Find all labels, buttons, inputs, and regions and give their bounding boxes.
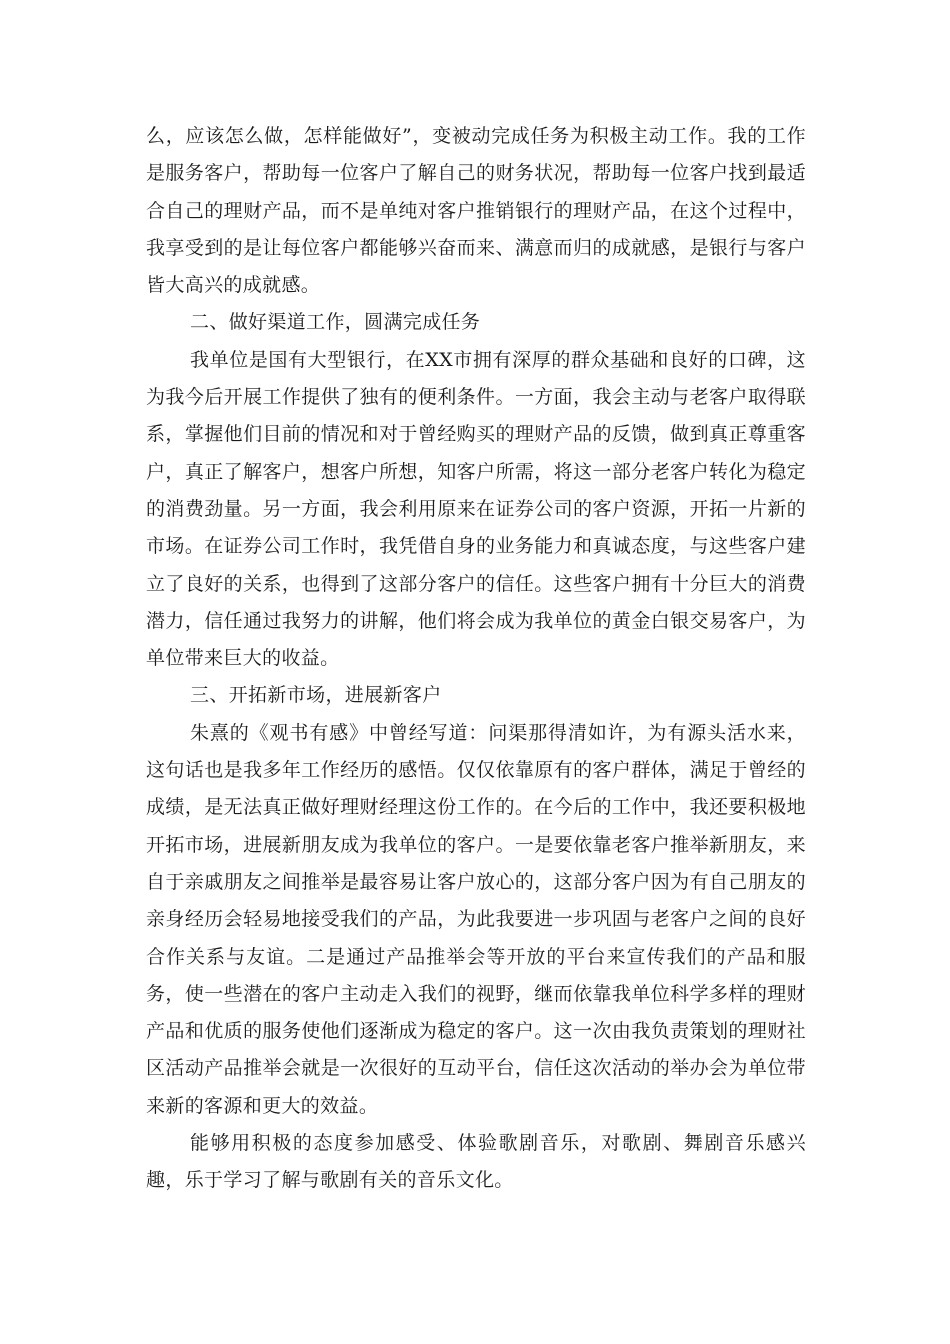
paragraph-opera-music: 能够用积极的态度参加感受、体验歌剧音乐，对歌剧、舞剧音乐感兴趣，乐于学习了解与歌剧有关的音乐文化。 — [146, 1132, 806, 1192]
paragraph-channel-work: 我单位是国有大型银行，在XX市拥有深厚的群众基础和良好的口碑，这为我今后开展工作提供了独有的便利条件。一方面，我会主动与老客户取得联系，掌握他们目前的情况和对于曾经购买的理财产品的反馈，做到真正尊重客户，真正了解客户，想客户所想，知客户所需，将这一部分老客户转化为稳定的消费劲量。另一方面，我会利用原来在证券公司的客户资源，开拓一片新的市场。在证券公司工作时，我凭借自身的业务能力和真诚态度，与这些客户建立了良好的关系，也得到了这部分客户的信任。这些客户拥有十分巨大的消费潜力，信任通过我努力的讲解，他们将会成为我单位的黄金白银交易客户，为单位带来巨大的收益。 — [146, 348, 806, 670]
document-body — [146, 118, 806, 1200]
paragraph-continuation: 么，应该怎么做，怎样能做好”，变被动完成任务为积极主动工作。我的工作是服务客户，帮助每一位客户了解自己的财务状况，帮助每一位客户找到最适合自己的理财产品，而不是单纯对客户推销银行的理财产品，在这个过程中，我享受到的是让每位客户都能够兴奋而来、满意而归的成就感，是银行与客户皆大高兴的成就感。 — [146, 125, 806, 297]
paragraph-new-market: 朱熹的《观书有感》中曾经写道：问渠那得清如许，为有源头活水来，这句话也是我多年工作经历的感悟。仅仅依靠原有的客户群体，满足于曾经的成绩，是无法真正做好理财经理这份工作的。在今后的工作中，我还要积极地开拓市场，进展新朋友成为我单位的客户。一是要依靠老客户推举新朋友，来自于亲戚朋友之间推举是最容易让客户放心的，这部分客户因为有自己朋友的亲身经历会轻易地接受我们的产品，为此我要进一步巩固与老客户之间的良好合作关系与友谊。二是通过产品推举会等开放的平台来宣传我们的产品和服务，使一些潜在的客户主动走入我们的视野，继而依靠我单位科学多样的理财产品和优质的服务使他们逐渐成为稳定的客户。这一次由我负责策划的理财社区活动产品推举会就是一次很好的互动平台，信任这次活动的举办会为单位带来新的客源和更大的效益。 — [146, 721, 806, 1117]
section-heading-2: 二、做好渠道工作，圆满完成任务 — [190, 311, 481, 334]
section-heading-3: 三、开拓新市场，进展新客户 — [190, 684, 442, 707]
